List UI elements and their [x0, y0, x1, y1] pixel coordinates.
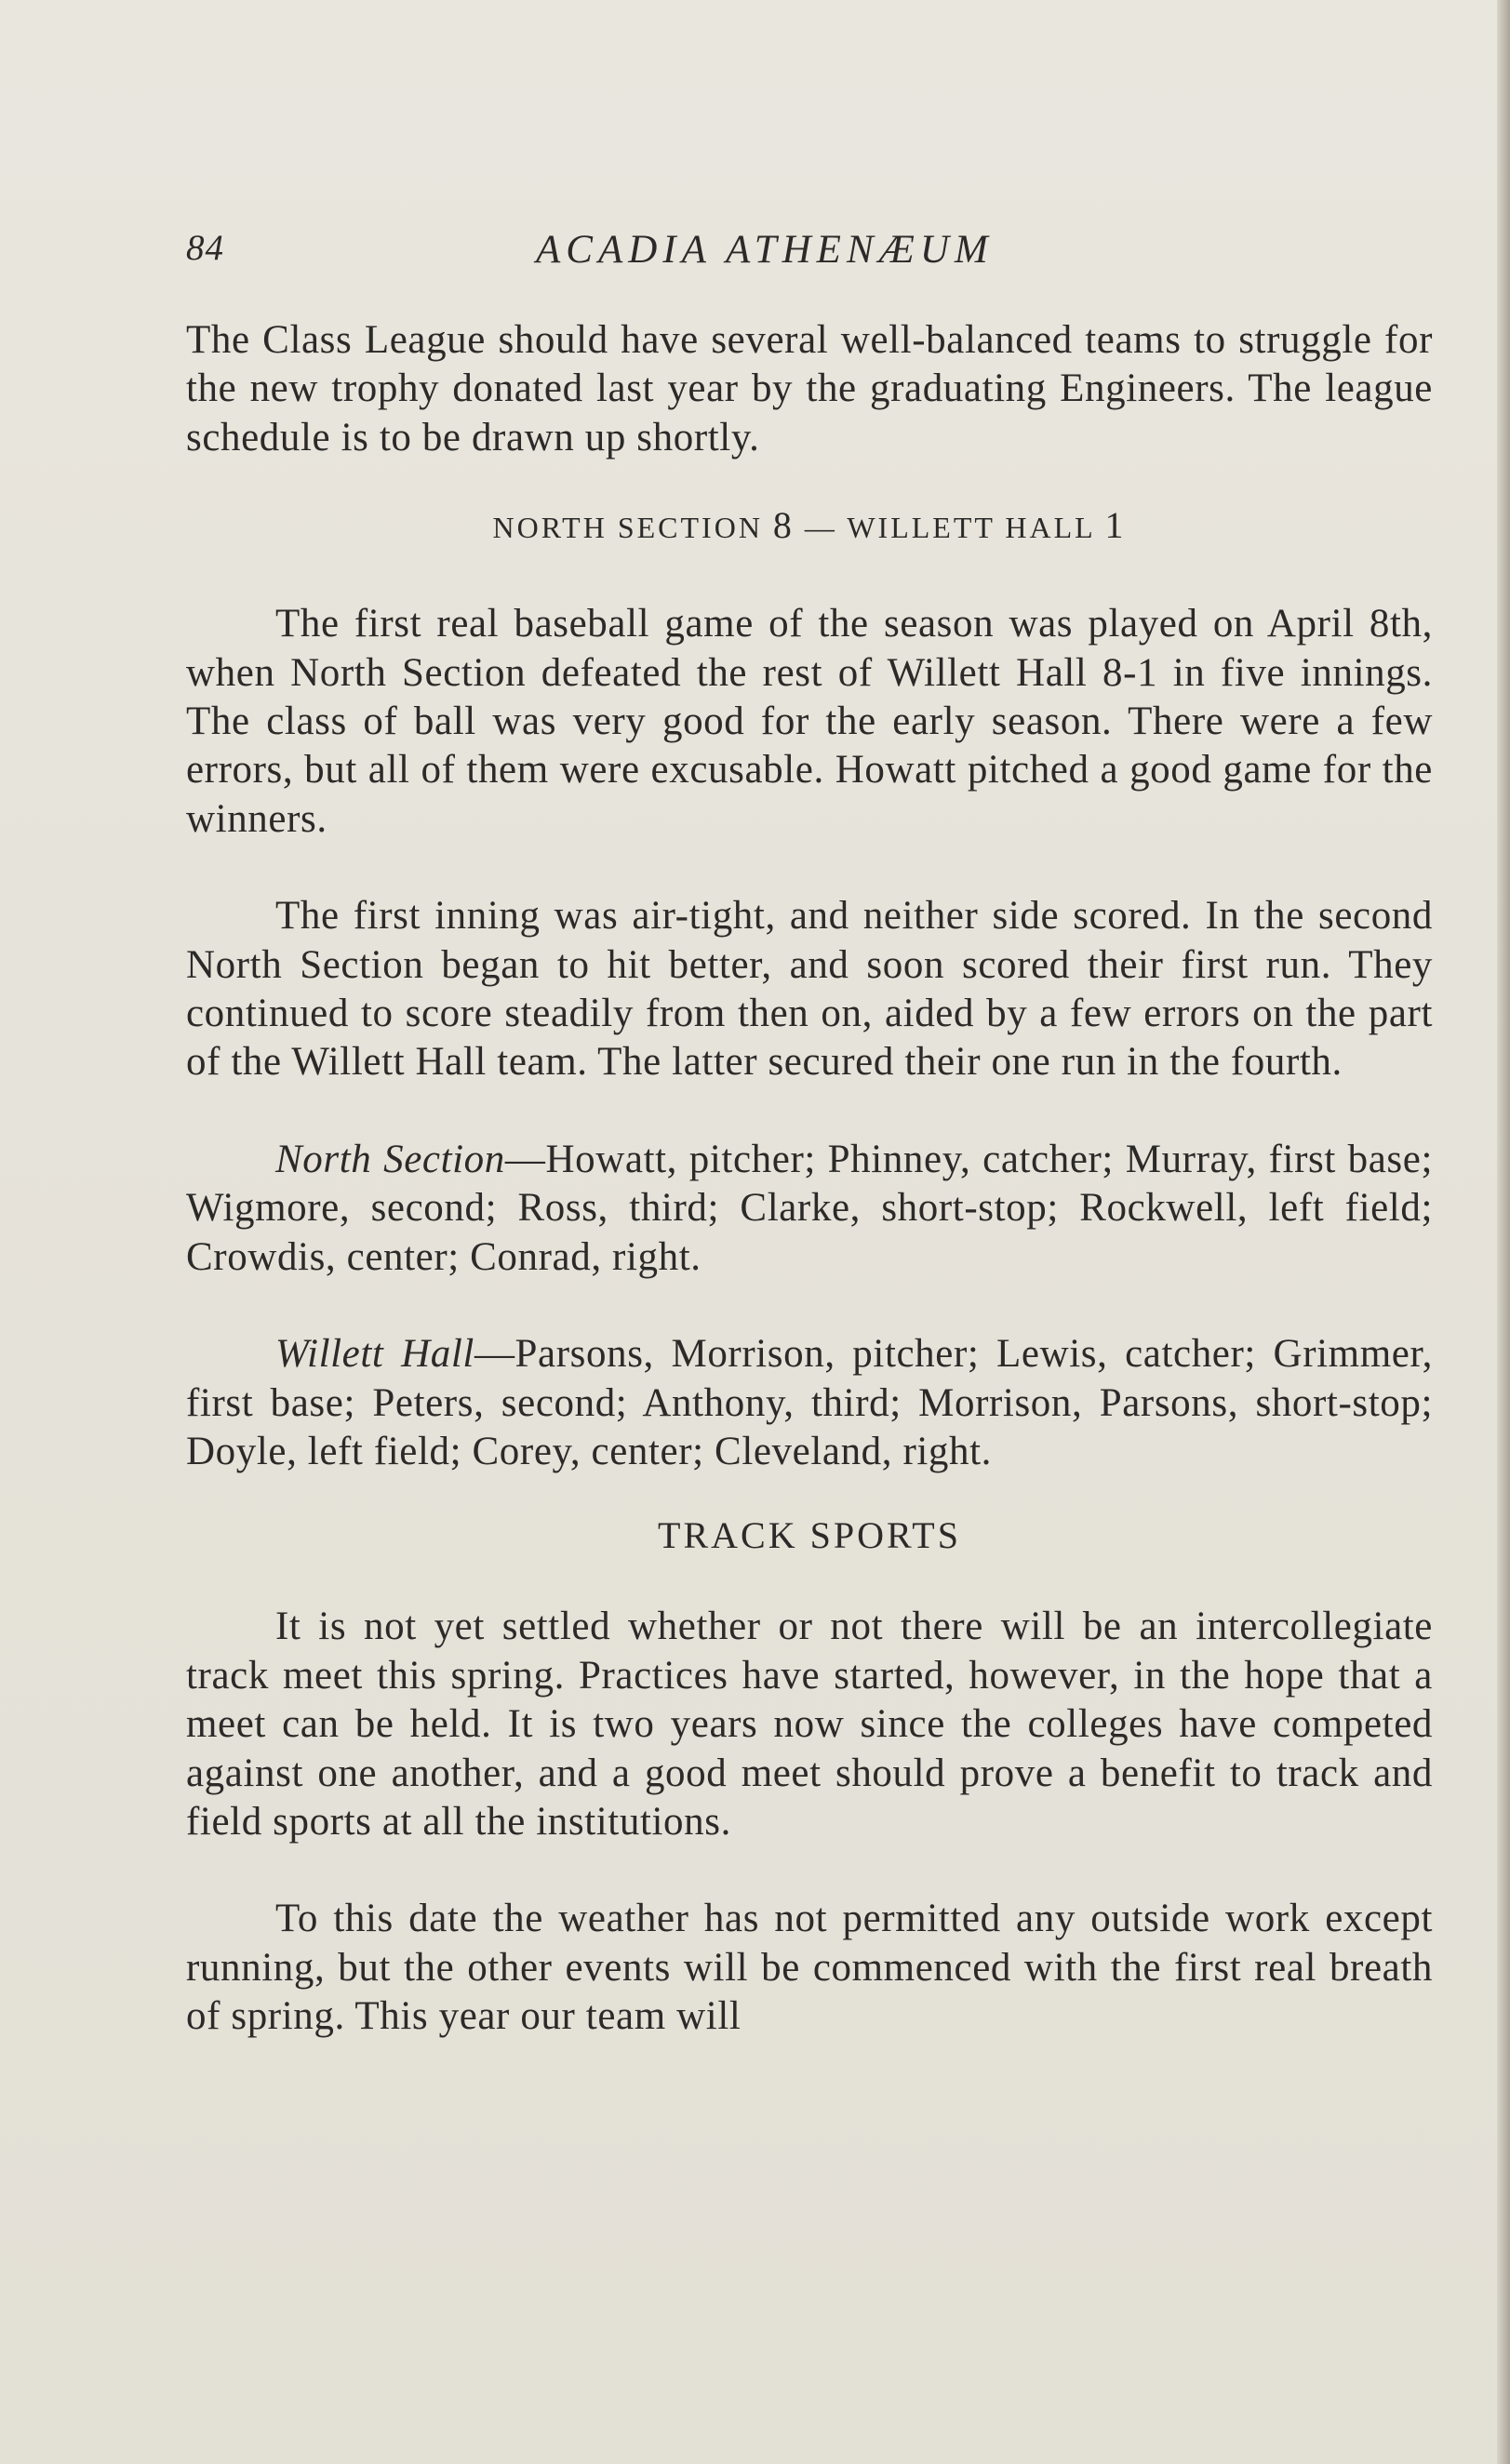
lineup-willett-hall — [186, 1330, 1433, 1476]
lineup-north-team: North Section — [275, 1137, 505, 1181]
paragraph-first-game: The first real baseball game of the season was played on April 8th, when North Section defeated the rest of Willett Hall 8-1 in five innings. The class of ball was very good for the early season. There were a few errors, but all of them were excusable. Howatt pitched a good game for the winners. — [186, 602, 1433, 841]
subhead-team-north: NORTH SECTION — [492, 511, 763, 545]
paragraph-weather: To this date the weather has not permitted any outside work except running, but the other events will be commenced with the first real breath of spring. This year our team will — [186, 1897, 1433, 2039]
subhead-score-north: 8 — [772, 504, 795, 547]
running-head — [186, 227, 1433, 273]
lineup-willett-team: Willett Hall — [275, 1332, 474, 1377]
article-body — [186, 316, 1433, 2042]
paragraph-class-league: The Class League should have several well-balanced teams to struggle for the new trophy donated last year by the graduating Engineers. The league schedule is to be drawn up shortly. — [186, 318, 1433, 460]
game-subheading — [186, 501, 1433, 552]
lineup-north-section — [186, 1136, 1433, 1282]
page-edge — [1497, 0, 1510, 2464]
subhead-team-willett: WILLETT HALL — [847, 511, 1095, 545]
subhead-dash: — — [804, 511, 837, 545]
lineup-willett-players: —Parsons, Morrison, pitcher; Lewis, catcher; Grimmer, first base; Peters, second; Anthony, third; Morrison, Parsons, short-stop; Doyle, left field; Corey, center; Cleveland, right. — [186, 1332, 1433, 1473]
section-title-track-sports: TRACK SPORTS — [658, 1514, 961, 1557]
page-number: 84 — [186, 228, 224, 268]
paragraph-intercollegiate: It is not yet settled whether or not there will be an intercollegiate track meet this spring. Practices have started, however, in the hope that a meet can be held. It is two years now since the colleges have competed against one another, and a good meet should prove a benefit to track and field sports at all the institutions. — [186, 1605, 1433, 1844]
subhead-score-willett: 1 — [1104, 504, 1127, 547]
lineup-north-players: —Howatt, pitcher; Phinney, catcher; Murray, first base; Wigmore, second; Ross, third; Clarke, short-stop; Rockwell, left field; Crowdis, center; Conrad, right. — [186, 1137, 1433, 1279]
paragraph-innings: The first inning was air-tight, and neither side scored. In the second North Section began to hit better, and soon scored their first run. They continued to score steadily from then on, aided by a few errors on the part of the Willett Hall team. The latter secured their one run in the fourth. — [186, 894, 1433, 1085]
journal-title: ACADIA ATHENÆUM — [536, 228, 994, 272]
